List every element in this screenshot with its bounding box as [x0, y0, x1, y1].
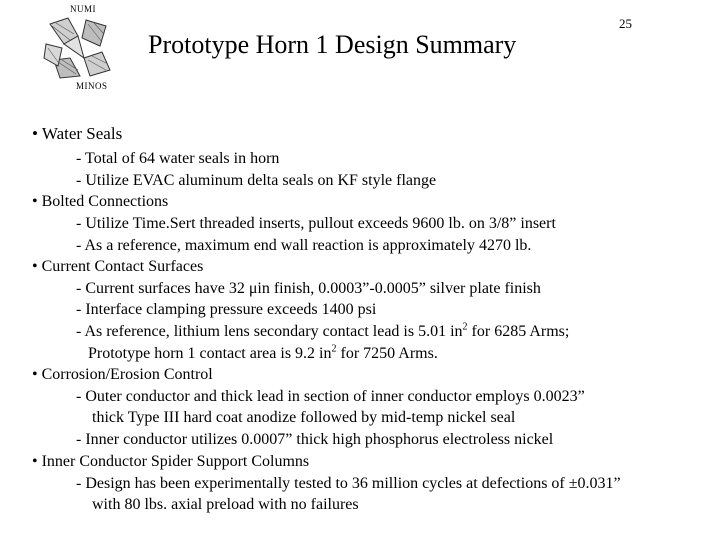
section-item-continuation: thick Type III hard coat anodize followed by mid-temp nickel seal: [92, 409, 516, 426]
section-item: [76, 322, 569, 342]
section-item: - As a reference, maximum end wall reaction is approximately 4270 lb.: [76, 237, 532, 254]
section-heading: • Current Contact Surfaces: [32, 258, 204, 275]
numi-minos-logo-icon: [40, 14, 116, 82]
section-item-text: Prototype horn 1 contact area is 9.2 in: [88, 345, 332, 362]
slide-title: Prototype Horn 1 Design Summary: [148, 30, 517, 59]
section-heading: • Water Seals: [32, 124, 123, 143]
section-item: - Total of 64 water seals in horn: [76, 150, 280, 167]
section-item: - Utilize Time.Sert threaded inserts, pullout exceeds 9600 lb. on 3/8” insert: [76, 215, 556, 232]
section-heading: • Corrosion/Erosion Control: [32, 366, 213, 383]
section-item: - Design has been experimentally tested to 36 million cycles at defections of ±0.031”: [76, 475, 621, 492]
superscript: 2: [331, 343, 337, 355]
page-number: 25: [619, 16, 632, 31]
section-item: - Inner conductor utilizes 0.0007” thick high phosphorus electroless nickel: [76, 431, 554, 448]
section-item-text: - As reference, lithium lens secondary contact lead is 5.01 in: [76, 323, 463, 340]
section-item: - Outer conductor and thick lead in section of inner conductor employs 0.0023”: [76, 388, 585, 405]
section-heading: • Inner Conductor Spider Support Columns: [32, 453, 310, 470]
section-heading: • Bolted Connections: [32, 193, 169, 210]
section-item-text: for 6285 Arms;: [467, 323, 570, 340]
section-item: - Current surfaces have 32 μin finish, 0.0003”-0.0005” silver plate finish: [76, 280, 541, 297]
section-item: - Interface clamping pressure exceeds 1400 psi: [76, 301, 377, 318]
section-item: - Utilize EVAC aluminum delta seals on KF style flange: [76, 172, 437, 189]
minos-label: MINOS: [76, 81, 108, 91]
section-item-text: for 7250 Arms.: [336, 345, 438, 362]
numi-label: NUMI: [70, 4, 96, 14]
section-item-continuation: [88, 344, 438, 364]
superscript: 2: [462, 321, 468, 333]
section-item-continuation: with 80 lbs. axial preload with no failures: [92, 496, 359, 513]
